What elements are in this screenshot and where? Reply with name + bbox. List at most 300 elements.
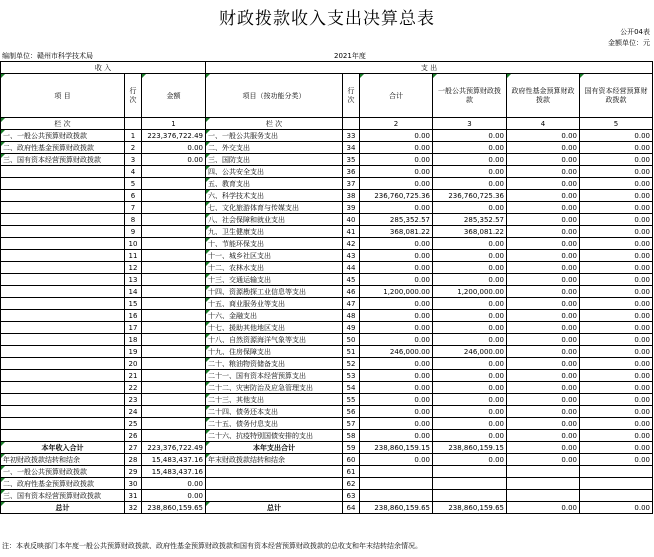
expense-total: 0.00 — [360, 358, 433, 370]
income-item — [1, 166, 125, 178]
expense-total: 0.00 — [360, 130, 433, 142]
income-item: 总计 — [1, 502, 125, 514]
income-amount — [142, 202, 206, 214]
general-budget-amount: 0.00 — [433, 394, 507, 406]
expense-total: 368,081.22 — [360, 226, 433, 238]
fund-budget-amount: 0.00 — [507, 238, 580, 250]
income-row-number: 3 — [125, 154, 142, 166]
column-index-row — [1, 118, 653, 130]
income-row-number: 26 — [125, 430, 142, 442]
state-capital-amount: 0.00 — [580, 370, 653, 382]
expense-total: 0.00 — [360, 142, 433, 154]
state-capital-amount: 0.00 — [580, 166, 653, 178]
expense-total: 0.00 — [360, 454, 433, 466]
income-amount — [142, 406, 206, 418]
fund-budget-amount: 0.00 — [507, 418, 580, 430]
income-amount — [142, 382, 206, 394]
expense-total: 0.00 — [360, 298, 433, 310]
expense-item — [206, 466, 343, 478]
general-budget-amount: 0.00 — [433, 322, 507, 334]
expense-item: 二十五、债务付息支出 — [206, 418, 343, 430]
expense-total: 0.00 — [360, 262, 433, 274]
expense-item: 本年支出合计 — [206, 442, 343, 454]
state-capital-amount: 0.00 — [580, 250, 653, 262]
general-budget-amount: 0.00 — [433, 454, 507, 466]
state-capital-amount — [580, 478, 653, 490]
income-amount — [142, 358, 206, 370]
general-budget-amount: 0.00 — [433, 262, 507, 274]
income-row-number: 12 — [125, 262, 142, 274]
expense-row-number: 41 — [343, 226, 360, 238]
general-budget-amount: 0.00 — [433, 310, 507, 322]
table-row — [1, 250, 653, 262]
fund-budget-amount: 0.00 — [507, 358, 580, 370]
income-item — [1, 322, 125, 334]
income-amount — [142, 250, 206, 262]
expense-row-number: 58 — [343, 430, 360, 442]
income-amount — [142, 238, 206, 250]
expense-row-number: 40 — [343, 214, 360, 226]
expense-item: 十五、商业服务业等支出 — [206, 298, 343, 310]
expense-total: 0.00 — [360, 322, 433, 334]
state-capital-amount: 0.00 — [580, 154, 653, 166]
income-amount: 0.00 — [142, 490, 206, 502]
fund-budget-amount — [507, 478, 580, 490]
fund-budget-amount: 0.00 — [507, 370, 580, 382]
state-capital-amount — [580, 490, 653, 502]
expense-item: 十八、自然资源海洋气象等支出 — [206, 334, 343, 346]
income-amount — [142, 166, 206, 178]
income-item — [1, 262, 125, 274]
income-item-header: 项 目 — [1, 74, 125, 118]
expense-total: 238,860,159.15 — [360, 442, 433, 454]
expense-row-number: 49 — [343, 322, 360, 334]
income-header: 收 入 — [1, 62, 206, 74]
income-row-number: 15 — [125, 298, 142, 310]
expense-row-number: 61 — [343, 466, 360, 478]
table-row — [1, 442, 653, 454]
state-capital-amount: 0.00 — [580, 262, 653, 274]
table-row — [1, 322, 653, 334]
col-index-3: 3 — [433, 118, 507, 130]
income-item — [1, 358, 125, 370]
expense-item: 九、卫生健康支出 — [206, 226, 343, 238]
expense-item: 十一、城乡社区支出 — [206, 250, 343, 262]
expense-item: 年末财政拨款结转和结余 — [206, 454, 343, 466]
income-amount — [142, 274, 206, 286]
expense-item: 十二、农林水支出 — [206, 262, 343, 274]
income-row-number: 29 — [125, 466, 142, 478]
income-amount — [142, 346, 206, 358]
expense-row-number: 48 — [343, 310, 360, 322]
state-capital-amount: 0.00 — [580, 358, 653, 370]
expense-total: 0.00 — [360, 394, 433, 406]
expense-item — [206, 490, 343, 502]
fund-budget-amount: 0.00 — [507, 334, 580, 346]
income-row-number: 18 — [125, 334, 142, 346]
general-budget-amount: 0.00 — [433, 334, 507, 346]
state-capital-amount: 0.00 — [580, 142, 653, 154]
expense-row-number: 54 — [343, 382, 360, 394]
state-capital-amount: 0.00 — [580, 442, 653, 454]
expense-item: 二十一、国有资本经营预算支出 — [206, 370, 343, 382]
income-item — [1, 226, 125, 238]
income-amount: 15,483,437.16 — [142, 466, 206, 478]
fund-budget-amount — [507, 490, 580, 502]
expense-item: 总计 — [206, 502, 343, 514]
table-row — [1, 142, 653, 154]
income-amount: 223,376,722.49 — [142, 130, 206, 142]
table-row — [1, 190, 653, 202]
income-amount — [142, 334, 206, 346]
expense-row-number: 60 — [343, 454, 360, 466]
general-budget-amount: 1,200,000.00 — [433, 286, 507, 298]
expense-row-number: 42 — [343, 238, 360, 250]
fund-budget-amount — [507, 466, 580, 478]
state-capital-amount: 0.00 — [580, 286, 653, 298]
fund-budget-amount: 0.00 — [507, 274, 580, 286]
fiscal-year: 2021年度 — [334, 52, 366, 60]
general-budget-amount: 238,860,159.65 — [433, 502, 507, 514]
expense-item: 十六、金融支出 — [206, 310, 343, 322]
income-row-number: 2 — [125, 142, 142, 154]
table-row — [1, 418, 653, 430]
header-row-2 — [1, 74, 653, 118]
state-capital-amount: 0.00 — [580, 406, 653, 418]
expense-total: 0.00 — [360, 406, 433, 418]
expense-row-number: 52 — [343, 358, 360, 370]
expense-total: 0.00 — [360, 334, 433, 346]
expense-item-header: 项目（按功能分类） — [206, 74, 343, 118]
expense-row-number: 51 — [343, 346, 360, 358]
general-budget-amount: 0.00 — [433, 142, 507, 154]
expense-item: 二十三、其他支出 — [206, 394, 343, 406]
budget-table — [0, 61, 653, 514]
expense-row-number: 50 — [343, 334, 360, 346]
table-row — [1, 238, 653, 250]
state-capital-amount — [580, 466, 653, 478]
fund-budget-amount: 0.00 — [507, 166, 580, 178]
expense-row-number: 47 — [343, 298, 360, 310]
expense-item: 十九、住房保障支出 — [206, 346, 343, 358]
table-row — [1, 202, 653, 214]
fund-budget-amount: 0.00 — [507, 226, 580, 238]
general-budget-amount: 0.00 — [433, 370, 507, 382]
state-capital-amount: 0.00 — [580, 430, 653, 442]
table-row — [1, 310, 653, 322]
table-row — [1, 154, 653, 166]
general-budget-amount: 0.00 — [433, 382, 507, 394]
general-budget-amount: 0.00 — [433, 430, 507, 442]
expense-row-number: 38 — [343, 190, 360, 202]
fund-budget-amount: 0.00 — [507, 298, 580, 310]
state-capital-amount: 0.00 — [580, 382, 653, 394]
general-budget-header: 一般公共预算财政拨款 — [433, 74, 507, 118]
income-row-number: 13 — [125, 274, 142, 286]
expense-total: 0.00 — [360, 250, 433, 262]
col-blank-left — [125, 118, 142, 130]
report-title: 财政拨款收入支出决算总表 — [219, 9, 435, 29]
state-capital-amount: 0.00 — [580, 394, 653, 406]
expense-item: 三、国防支出 — [206, 154, 343, 166]
income-item — [1, 202, 125, 214]
income-row-number: 27 — [125, 442, 142, 454]
income-amount — [142, 394, 206, 406]
income-item: 年初财政拨款结转和结余 — [1, 454, 125, 466]
income-amount — [142, 298, 206, 310]
income-amount — [142, 286, 206, 298]
income-item — [1, 370, 125, 382]
general-budget-amount: 0.00 — [433, 418, 507, 430]
state-capital-amount: 0.00 — [580, 502, 653, 514]
state-capital-amount: 0.00 — [580, 274, 653, 286]
expense-total: 1,200,000.00 — [360, 286, 433, 298]
fund-budget-amount: 0.00 — [507, 130, 580, 142]
fund-budget-amount: 0.00 — [507, 250, 580, 262]
general-budget-amount: 238,860,159.15 — [433, 442, 507, 454]
income-row-number: 32 — [125, 502, 142, 514]
expense-item: 二十二、灾害防治及应急管理支出 — [206, 382, 343, 394]
income-row-number: 31 — [125, 490, 142, 502]
income-item — [1, 238, 125, 250]
expense-total: 0.00 — [360, 310, 433, 322]
general-budget-amount: 0.00 — [433, 178, 507, 190]
income-item — [1, 382, 125, 394]
table-row — [1, 178, 653, 190]
state-capital-amount: 0.00 — [580, 346, 653, 358]
fund-budget-amount: 0.00 — [507, 310, 580, 322]
col-index-2: 2 — [360, 118, 433, 130]
expense-item: 二十、粮油物资储备支出 — [206, 358, 343, 370]
state-capital-amount: 0.00 — [580, 322, 653, 334]
expense-row-number: 63 — [343, 490, 360, 502]
state-capital-amount: 0.00 — [580, 454, 653, 466]
table-row — [1, 298, 653, 310]
income-row-number: 24 — [125, 406, 142, 418]
income-amount — [142, 190, 206, 202]
state-capital-amount: 0.00 — [580, 190, 653, 202]
expense-item: 八、社会保障和就业支出 — [206, 214, 343, 226]
state-capital-amount: 0.00 — [580, 214, 653, 226]
income-row-number: 22 — [125, 382, 142, 394]
state-capital-amount: 0.00 — [580, 226, 653, 238]
expense-row-number: 46 — [343, 286, 360, 298]
general-budget-amount: 0.00 — [433, 358, 507, 370]
expense-item: 十四、资源勘探工业信息等支出 — [206, 286, 343, 298]
expense-total: 0.00 — [360, 238, 433, 250]
income-amount — [142, 370, 206, 382]
expense-row-number: 62 — [343, 478, 360, 490]
expense-item: 二十六、抗疫特别国债安排的支出 — [206, 430, 343, 442]
expense-item: 二、外交支出 — [206, 142, 343, 154]
col-label-left: 栏 次 — [1, 118, 125, 130]
col-index-4: 4 — [507, 118, 580, 130]
general-budget-amount: 0.00 — [433, 166, 507, 178]
income-row-number: 21 — [125, 370, 142, 382]
fund-budget-amount: 0.00 — [507, 154, 580, 166]
expense-item: 十七、援助其他地区支出 — [206, 322, 343, 334]
state-capital-amount: 0.00 — [580, 298, 653, 310]
general-budget-amount: 285,352.57 — [433, 214, 507, 226]
fund-budget-amount: 0.00 — [507, 454, 580, 466]
expense-total: 0.00 — [360, 166, 433, 178]
fund-budget-amount: 0.00 — [507, 406, 580, 418]
income-amount — [142, 178, 206, 190]
expense-total: 0.00 — [360, 202, 433, 214]
income-amount — [142, 226, 206, 238]
income-amount — [142, 214, 206, 226]
expense-item: 七、文化旅游体育与传媒支出 — [206, 202, 343, 214]
table-row — [1, 394, 653, 406]
expense-total: 0.00 — [360, 382, 433, 394]
income-row-number: 25 — [125, 418, 142, 430]
fund-budget-amount: 0.00 — [507, 322, 580, 334]
expense-item: 六、科学技术支出 — [206, 190, 343, 202]
income-amount — [142, 418, 206, 430]
income-item — [1, 310, 125, 322]
table-row — [1, 358, 653, 370]
expense-row-number: 39 — [343, 202, 360, 214]
state-capital-amount: 0.00 — [580, 238, 653, 250]
expense-total: 0.00 — [360, 154, 433, 166]
expense-row-number: 44 — [343, 262, 360, 274]
income-amount: 223,376,722.49 — [142, 442, 206, 454]
table-row — [1, 346, 653, 358]
income-row-number: 6 — [125, 190, 142, 202]
income-row-number: 5 — [125, 178, 142, 190]
state-capital-amount: 0.00 — [580, 334, 653, 346]
table-row — [1, 370, 653, 382]
income-row-number: 19 — [125, 346, 142, 358]
expense-total: 0.00 — [360, 274, 433, 286]
state-capital-amount: 0.00 — [580, 202, 653, 214]
state-capital-amount: 0.00 — [580, 310, 653, 322]
expense-row-number: 33 — [343, 130, 360, 142]
amount-unit: 金额单位：元 — [608, 39, 650, 47]
income-amount: 15,483,437.16 — [142, 454, 206, 466]
income-row-number: 10 — [125, 238, 142, 250]
income-row-header: 行次 — [125, 74, 142, 118]
general-budget-amount: 0.00 — [433, 130, 507, 142]
income-row-number: 7 — [125, 202, 142, 214]
income-item — [1, 394, 125, 406]
expense-row-header: 行次 — [343, 74, 360, 118]
col-label-right: 栏 次 — [206, 118, 343, 130]
state-capital-header: 国有资本经营预算财政拨款 — [580, 74, 653, 118]
expense-total: 285,352.57 — [360, 214, 433, 226]
fund-budget-amount: 0.00 — [507, 262, 580, 274]
income-item: 二、政府性基金预算财政拨款 — [1, 478, 125, 490]
expense-item: 二十四、债务还本支出 — [206, 406, 343, 418]
table-row — [1, 166, 653, 178]
expense-row-number: 55 — [343, 394, 360, 406]
expense-row-number: 37 — [343, 178, 360, 190]
expense-header: 支 出 — [206, 62, 653, 74]
table-row — [1, 262, 653, 274]
fund-budget-amount: 0.00 — [507, 382, 580, 394]
fund-budget-amount: 0.00 — [507, 442, 580, 454]
expense-total — [360, 466, 433, 478]
income-item — [1, 430, 125, 442]
income-item — [1, 190, 125, 202]
general-budget-amount: 0.00 — [433, 154, 507, 166]
income-amount: 0.00 — [142, 478, 206, 490]
general-budget-amount — [433, 490, 507, 502]
income-item: 二、政府性基金预算财政拨款 — [1, 142, 125, 154]
income-amount: 0.00 — [142, 154, 206, 166]
expense-total: 236,760,725.36 — [360, 190, 433, 202]
expense-item: 五、教育支出 — [206, 178, 343, 190]
general-budget-amount: 0.00 — [433, 250, 507, 262]
income-row-number: 8 — [125, 214, 142, 226]
income-amount — [142, 322, 206, 334]
expense-total — [360, 490, 433, 502]
income-amount — [142, 310, 206, 322]
general-budget-amount: 0.00 — [433, 298, 507, 310]
fund-budget-amount: 0.00 — [507, 502, 580, 514]
expense-row-number: 45 — [343, 274, 360, 286]
table-row — [1, 214, 653, 226]
income-item: 一、一般公共预算财政拨款 — [1, 466, 125, 478]
income-item — [1, 298, 125, 310]
table-row — [1, 382, 653, 394]
income-row-number: 30 — [125, 478, 142, 490]
fund-budget-amount: 0.00 — [507, 286, 580, 298]
table-row — [1, 502, 653, 514]
table-row — [1, 334, 653, 346]
income-row-number: 9 — [125, 226, 142, 238]
fund-budget-amount: 0.00 — [507, 178, 580, 190]
expense-row-number: 34 — [343, 142, 360, 154]
general-budget-amount: 236,760,725.36 — [433, 190, 507, 202]
expense-item: 十、节能环保支出 — [206, 238, 343, 250]
table-row — [1, 406, 653, 418]
expense-total: 238,860,159.65 — [360, 502, 433, 514]
expense-row-number: 36 — [343, 166, 360, 178]
expense-item: 四、公共安全支出 — [206, 166, 343, 178]
expense-row-number: 56 — [343, 406, 360, 418]
general-budget-amount: 368,081.22 — [433, 226, 507, 238]
fund-budget-amount: 0.00 — [507, 190, 580, 202]
table-row — [1, 490, 653, 502]
expense-row-number: 43 — [343, 250, 360, 262]
expense-row-number: 57 — [343, 418, 360, 430]
expense-total: 0.00 — [360, 370, 433, 382]
income-item — [1, 274, 125, 286]
income-item — [1, 334, 125, 346]
expense-item: 一、一般公共服务支出 — [206, 130, 343, 142]
table-row — [1, 466, 653, 478]
fund-budget-amount: 0.00 — [507, 430, 580, 442]
expense-total — [360, 478, 433, 490]
general-budget-amount — [433, 466, 507, 478]
general-budget-amount: 0.00 — [433, 274, 507, 286]
state-capital-amount: 0.00 — [580, 130, 653, 142]
col-index-1: 1 — [142, 118, 206, 130]
expense-row-number: 35 — [343, 154, 360, 166]
expense-total: 0.00 — [360, 178, 433, 190]
table-row — [1, 478, 653, 490]
income-item — [1, 286, 125, 298]
income-item: 本年收入合计 — [1, 442, 125, 454]
table-row — [1, 226, 653, 238]
expense-item: 十三、交通运输支出 — [206, 274, 343, 286]
general-budget-amount: 246,000.00 — [433, 346, 507, 358]
income-item: 三、国有资本经营预算财政拨款 — [1, 154, 125, 166]
income-item — [1, 418, 125, 430]
fund-budget-amount: 0.00 — [507, 346, 580, 358]
expense-item — [206, 478, 343, 490]
